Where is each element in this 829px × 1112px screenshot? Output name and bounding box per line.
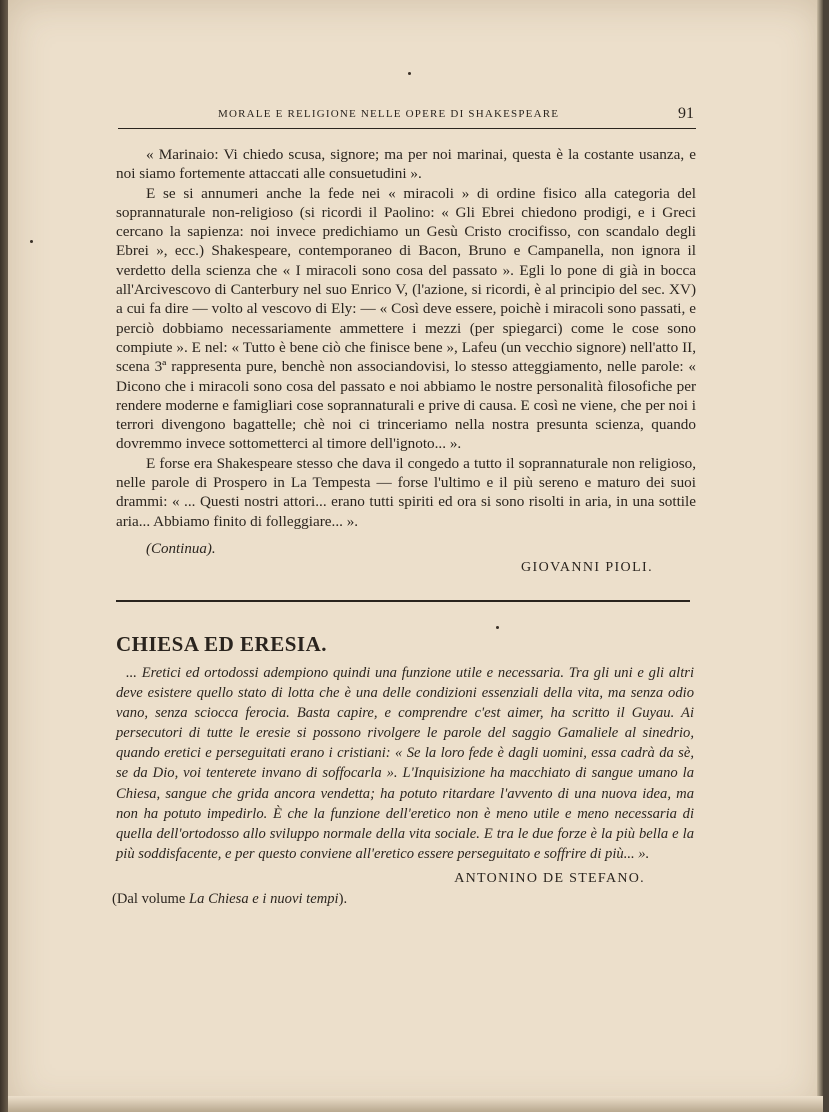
quoted-excerpt — [116, 663, 694, 864]
page-bottom-edge — [8, 1096, 823, 1112]
author-signature: GIOVANNI PIOLI. — [521, 560, 653, 575]
page-number: 91 — [678, 105, 694, 122]
running-head — [118, 106, 696, 129]
article-body — [116, 145, 696, 531]
paper-speck — [496, 626, 499, 629]
page-edge — [817, 0, 823, 1112]
source-citation — [112, 891, 347, 908]
paragraph: « Marinaio: Vi chiedo scusa, signore; ma per noi marinai, questa è la costante usanza, e noi siamo fortemente attaccati alle consuetudini ». — [116, 146, 696, 183]
quote-author: ANTONINO DE STEFANO. — [454, 871, 645, 886]
source-prefix: (Dal volume — [112, 891, 190, 907]
paragraph: E se si annumeri anche la fede nei « miracoli » di ordine fisico alla categoria del soprannaturale non-religioso (si ricordi il Paolino: « Gli Ebrei chiedono prodigi, e i Greci cercano la sapienza: noi invece predichiamo un Gesù Cristo crocifisso, con scandalo degli Ebrei », ecc.) Shakespeare, contemporaneo di Bacon, Bruno e Campanella, non ignora il verdetto della scienza che « I miracoli sono cosa del passato ». Egli lo pone di già in bocca all'Arcivescovo di Canterbury nel suo Enrico V, (l'azione, si ricordi, è al principio del sec. XV) a cui fa dire — volto al vescovo di Ely: — « Così deve essere, poichè i miracoli sono passati, e perciò dobbiamo necessariamente ammettere i mezzi (per spiegarci) come le cose sono compiute ». E nel: « Tutto è bene ciò che finisce bene », Lafeu (un vecchio signore) nell'atto II, scena 3ª rappresenta pure, benchè non associandovisi, lo stesso atteggiamento, nelle parole: « Dicono che i miracoli sono cosa del passato e noi abbiamo le nostre personalità filosofiche per rendere moderne e famigliari cose soprannaturali e prive di causa. E così ne viene, che per noi i terrori divengono bagattelle; chè noi ci trinceriamo nella nostra presunta scienza, quando dovremmo invece sottometterci al timore dell'ignoto... ». — [116, 184, 696, 453]
book-spine-shadow — [0, 0, 8, 1112]
source-title: La Chiesa e i nuovi tempi — [189, 891, 339, 907]
paper-speck — [408, 72, 411, 75]
quote-text: ... Eretici ed ortodossi adempiono quindi una funzione utile e necessaria. Tra gli uni e gli altri deve esistere quello stato di lotta che è una delle condizioni essenziali della vita, ma senza odio vano, senza sciocca ferocia. Basta capire, e comprendre c'est aimer, ha scritto il Guyau. Ai persecutori di tutte le eresie si possono rivolgere le parole del saggio Gamaliele al sinedrio, quando eretici e perseguitati erano i cristiani: « Se la loro fede è dagli uomini, essa cadrà da sè, se da Dio, voi tenterete invano di soffocarla ». L'Inquisizione ha macchiato di sangue umano la Chiesa, sangue che grida ancora vendetta; ha potuto ritardare l'avvento di una nuova idea, ma non ha potuto impedirlo. È che la funzione dell'eretico non è meno utile e meno necessaria di quella dell'ortodosso allo sviluppo normale della vita sociale. E tra le due forze è la più bella e la più soddisfacente, e per questo conviene all'eretico essere perseguitato e soffrire di più... ». — [116, 665, 694, 862]
book-page — [8, 0, 823, 1112]
source-suffix: ). — [338, 891, 348, 907]
section-divider — [116, 600, 690, 602]
section-title: CHIESA ED ERESIA. — [116, 632, 327, 656]
paper-speck — [30, 240, 33, 243]
running-title: MORALE E RELIGIONE NELLE OPERE DI SHAKESPEARE — [218, 108, 560, 120]
continued-note: (Continua). — [146, 541, 216, 557]
paragraph: E forse era Shakespeare stesso che dava il congedo a tutto il soprannaturale non religioso, nelle parole di Prospero in La Tempesta — forse l'ultimo e il più sereno e maturo dei suoi drammi: « ... Questi nostri attori... erano tutti spiriti ed ora si sono risolti in aria, in una sottile aria... Abbiamo finito di folleggiare... ». — [116, 454, 696, 530]
